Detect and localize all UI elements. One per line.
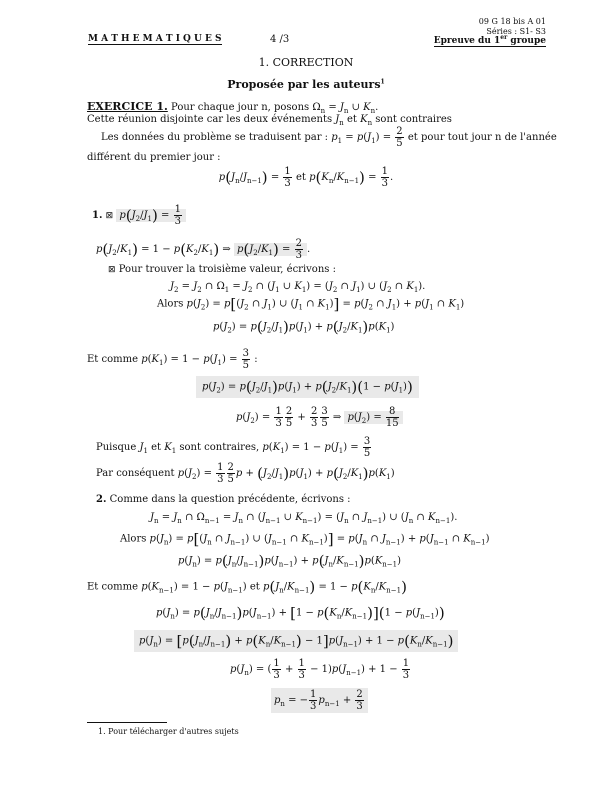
equation-jn-decomposition: $J_n = J_n$ ∩ $\Omega_{n-1} = J_n$ ∩ ($J_{n-1}$ ∪ $K_{n-1}) = (J_n$ ∩ $J_{n-1}$) ∪ ($J_n$ ∩ $K_{n-1}$). <box>150 512 458 525</box>
equation-pjn-expanded: $p(J_n) = p(J_n/J_{n-1})p(J_{n-1}) + [1 - p(K_n/K_{n-1})](1 - p(J_{n-1}))$ <box>156 604 445 622</box>
et-comme-pkn: Et comme $p(K_{n-1}) = 1 - p(J_{n-1})$ et $p(J_n/K_{n-1}) = 1 - p(K_n/K_{n-1})$ <box>87 578 407 596</box>
equation-conditional: $p(J_n/J_{n-1})$ = $\frac{1}{3}$ et $p(K_n/K_{n-1})$ = $\frac{1}{3}$ . <box>218 166 394 189</box>
exercise-intro: EXERCICE 1. Pour chaque jour n, posons $\Omega_n = J_n$ ∪ $K_n$. <box>87 100 379 115</box>
equation-alors-pjn: Alors $p(J_n) = p[(J_n$ ∩ $J_{n-1}$) ∪ ($J_{n-1}$ ∩ $K_{n-1})] = p(J_n$ ∩ $J_{n-1}) + p(J_{n-1}$ ∩ $K_{n-1}$) <box>120 530 490 548</box>
puisque-line: Puisque $J_1$ et $K_1$ sont contraires, $p(K_1) = 1 - p(J_1)$ = $\frac{3}{5}$ <box>96 436 371 459</box>
equation-j2-decomposition: $J_2 = J_2$ ∩ $\Omega_1 = J_2$ ∩ ($J_1$ ∪ $K_1) = (J_2$ ∩ $J_1$) ∪ ($J_2$ ∩ $K_1$). <box>170 281 426 294</box>
par-consequent-line: Par conséquent $p(J_2)$ = $\frac{1}{3}$ $\frac{2}{5}$ $p + (J_2/J_1)p(J_1) + p(J_2/K_1)p(K_1)$ <box>96 462 395 485</box>
et-comme-pk1: Et comme $p(K_1) = 1 - p(J_1)$ = $\frac{3}{5}$ : <box>87 348 258 371</box>
question-2: 2. Comme dans la question précédente, écrivons : <box>96 494 351 505</box>
exercise-intro-2: Cette réunion disjointe car les deux événements $J_n$ et $K_n$ sont contraires <box>87 114 452 127</box>
subtitle: Proposée par les auteurs$^1$ <box>227 78 385 91</box>
footnote-rule <box>87 722 167 723</box>
question-1: 1. ⊠ $p(J_2/J_1)$ = $\frac{1}{3}$ <box>92 204 186 227</box>
checkbox-icon: ⊠ <box>105 211 114 221</box>
q1-text: ⊠ Pour trouver la troisième valeur, écrivons : <box>108 264 336 275</box>
page-number: 4 /3 <box>270 34 290 45</box>
equation-pjn-total: $p(J_n) = p(J_n/J_{n-1})p(J_{n-1}) + p(J_n/K_{n-1})p(K_{n-1})$ <box>178 552 402 570</box>
checkbox-icon: ⊠ <box>108 265 116 275</box>
equation-pj2-total: $p(J_2) = p(J_2/J_1)p(J_1) + p(J_2/K_1)p(K_1)$ <box>213 318 395 336</box>
equation-pj2-boxed: $p(J_2) = p(J_2/J_1)p(J_1) + p(J_2/K_1)(1 - p(J_1))$ <box>196 376 419 398</box>
equation-alors-pj2: Alors $p(J_2) = p[(J_2$ ∩ $J_1$) ∪ ($J_1$ ∩ $K_1)] = p(J_2$ ∩ $J_1) + p(J_1$ ∩ $K_1$) <box>157 295 465 313</box>
data-line-2: différent du premier jour : <box>87 152 221 163</box>
series-label: Séries : S1- S3 <box>486 27 546 36</box>
equation-q1-complement: $p(J_2/K_1) = 1 - p(K_2/K_1)$ ⇒ $p(J_2/K_1)$ = $\frac{2}{3}$ . <box>96 238 311 261</box>
footnote: 1. Pour télécharger d'autres sujets <box>98 727 239 736</box>
section-title: 1. CORRECTION <box>258 56 354 69</box>
equation-recurrence: $p_n$ = − $\frac{1}{3}$ $p_{n-1}$ + $\frac{2}{3}$ <box>271 688 368 713</box>
document-code: 09 G 18 bis A 01 <box>478 17 546 26</box>
equation-pj2-result: $p(J_2)$ = $\frac{1}{3}$ $\frac{2}{5}$ + $\frac{2}{3}$ $\frac{3}{5}$ ⇒ $p(J_2)$ = $\frac{8}{15}$ <box>236 406 403 429</box>
epreuve-label: Epreuve du 1er groupe <box>433 34 546 46</box>
subject-title: M A T H E M A T I Q U E S <box>88 34 222 44</box>
equation-pjn-boxed: $p(J_n) = [p(J_n/J_{n-1}) + p(K_n/K_{n-1}) - 1]p(J_{n-1}) + 1 - p(K_n/K_{n-1})$ <box>134 630 458 652</box>
equation-pjn-numeric: $p(J_n)$ = ( $\frac{1}{3}$ + $\frac{1}{3}$ − $1)p(J_{n-1}) + 1$ − $\frac{1}{3}$ <box>230 658 410 681</box>
data-line: Les données du problème se traduisent par : $p_1 = p(J_1)$ = $\frac{2}{5}$ et pour tout jour n de l'année <box>101 126 557 149</box>
